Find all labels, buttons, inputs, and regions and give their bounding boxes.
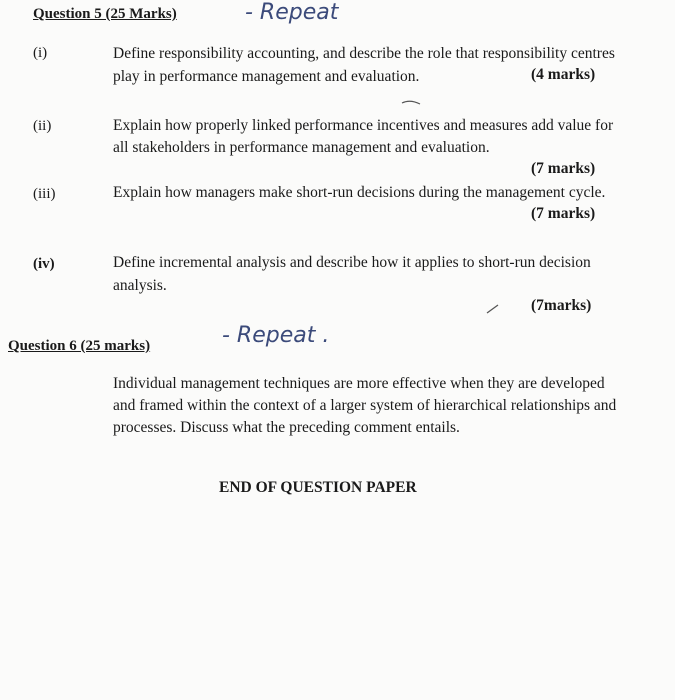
question-6-heading: Question 6 (25 marks) bbox=[8, 338, 151, 354]
item-marks: (4 marks) bbox=[531, 66, 596, 83]
question-text-line: Individual management techniques are more effective when they are developed bbox=[113, 375, 605, 392]
item-number: (i) bbox=[33, 45, 48, 61]
item-number: (ii) bbox=[33, 118, 52, 134]
end-of-paper-label: END OF QUESTION PAPER bbox=[219, 479, 417, 496]
item-number: (iv) bbox=[33, 256, 55, 272]
handwritten-repeat-annotation: - Repeat . bbox=[222, 323, 330, 348]
question-text-line: and framed within the context of a larger system of hierarchical relationships and bbox=[113, 397, 617, 414]
handwritten-tick-mark bbox=[484, 302, 502, 316]
item-text-line: all stakeholders in performance management and evaluation. bbox=[113, 139, 490, 156]
item-text-line: play in performance management and evaluation. bbox=[113, 68, 420, 85]
handwritten-tick-mark bbox=[400, 98, 424, 106]
item-text-line: Explain how properly linked performance incentives and measures add value for bbox=[113, 117, 614, 134]
item-number: (iii) bbox=[33, 186, 56, 202]
question-text-line: processes. Discuss what the preceding comment entails. bbox=[113, 419, 460, 436]
item-text-line: Define incremental analysis and describe how it applies to short-run decision bbox=[113, 254, 591, 271]
item-text-line: analysis. bbox=[113, 277, 167, 294]
item-marks: (7 marks) bbox=[531, 160, 596, 177]
item-marks: (7 marks) bbox=[531, 205, 596, 222]
handwritten-repeat-annotation: - Repeat bbox=[245, 0, 339, 25]
item-text-line: Define responsibility accounting, and describe the role that responsibility centres bbox=[113, 45, 615, 62]
question-5-heading: Question 5 (25 Marks) bbox=[33, 6, 177, 22]
item-text-line: Explain how managers make short-run decisions during the management cycle. bbox=[113, 184, 606, 201]
item-marks: (7marks) bbox=[531, 297, 592, 314]
